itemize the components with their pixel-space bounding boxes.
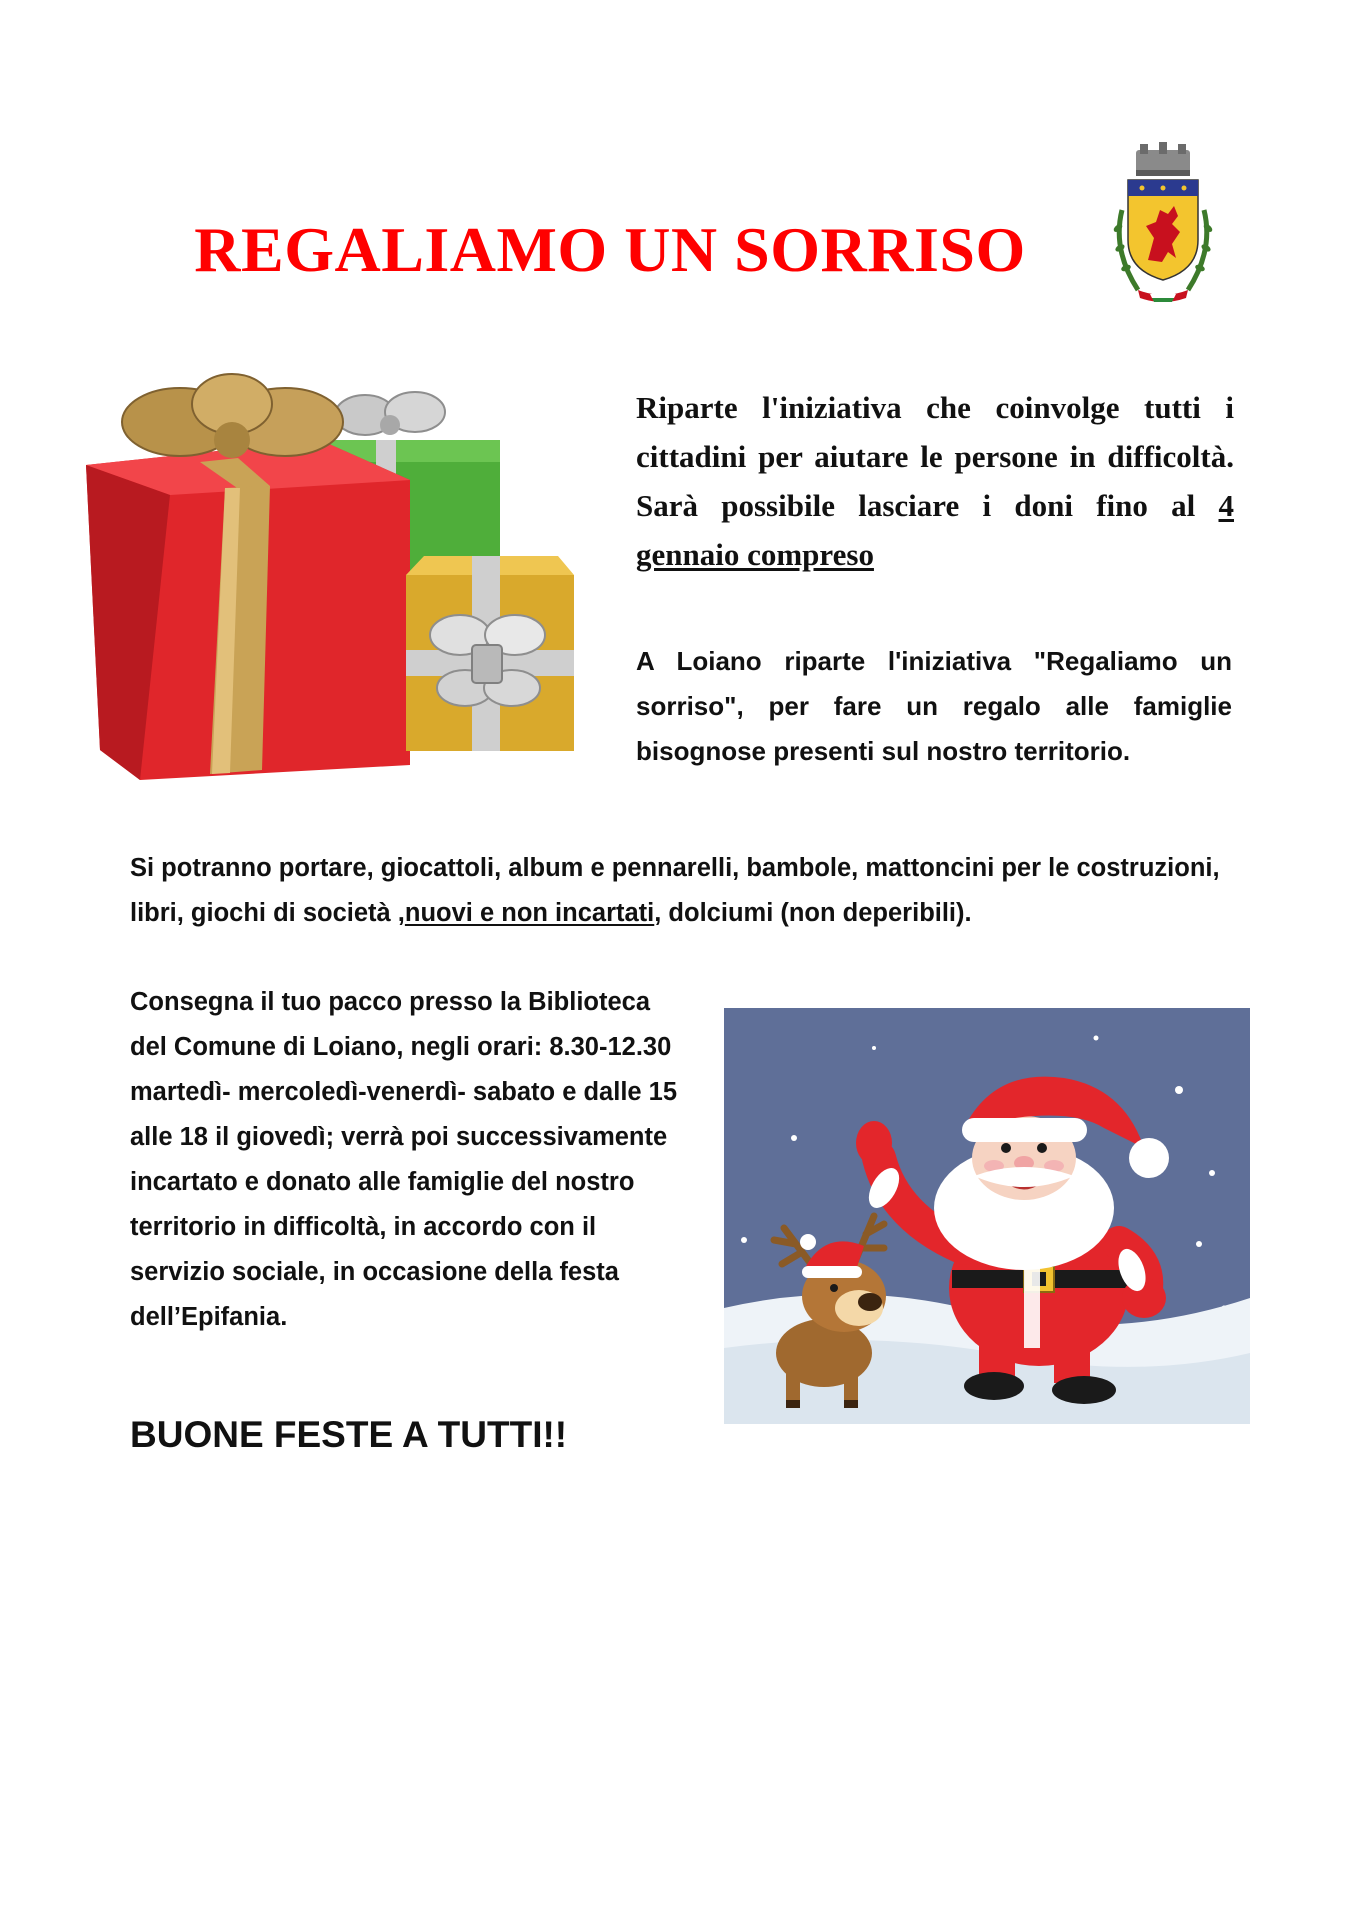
loiano-paragraph: A Loiano riparte l'iniziativa "Regaliamo un sorriso", per fare un regalo alle famiglie bisognose presenti sul nostro territorio. bbox=[636, 646, 1232, 766]
municipal-crest-icon bbox=[1108, 140, 1218, 308]
items-text-before: Si potranno portare, giocattoli, album e pennarelli, bambole, mattoncini per le costruzioni, libri, giochi di società , bbox=[130, 854, 1220, 927]
intro-text: Riparte l'iniziativa che coinvolge tutti i cittadini per aiutare le persone in difficoltà. Sarà possibile lasciare i doni fino al bbox=[636, 390, 1234, 523]
items-paragraph bbox=[130, 846, 1250, 936]
gift-boxes-illustration bbox=[80, 370, 590, 790]
items-text-after: , dolciumi (non deperibili). bbox=[654, 899, 972, 927]
deadline-text: 4 gennaio compreso bbox=[636, 488, 1234, 572]
closing-greeting: BUONE FESTE A TUTTI!! bbox=[130, 1414, 568, 1455]
items-underlined: nuovi e non incartati bbox=[404, 899, 655, 927]
delivery-paragraph: Consegna il tuo pacco presso la Biblioteca del Comune di Loiano, negli orari: 8.30-12.30 martedì- mercoledì-venerdì- sabato e dalle 15 alle 18 il giovedì; verrà poi successivamente incartato e donato alle famiglie del nostro territorio in difficoltà, in accordo con il servizio sociale, in occasione della festa dell’Epifania. bbox=[130, 988, 678, 1331]
page-title: REGALIAMO UN SORRISO bbox=[194, 214, 1026, 285]
intro-paragraph bbox=[636, 383, 1234, 579]
santa-and-reindeer-illustration bbox=[724, 1008, 1250, 1424]
